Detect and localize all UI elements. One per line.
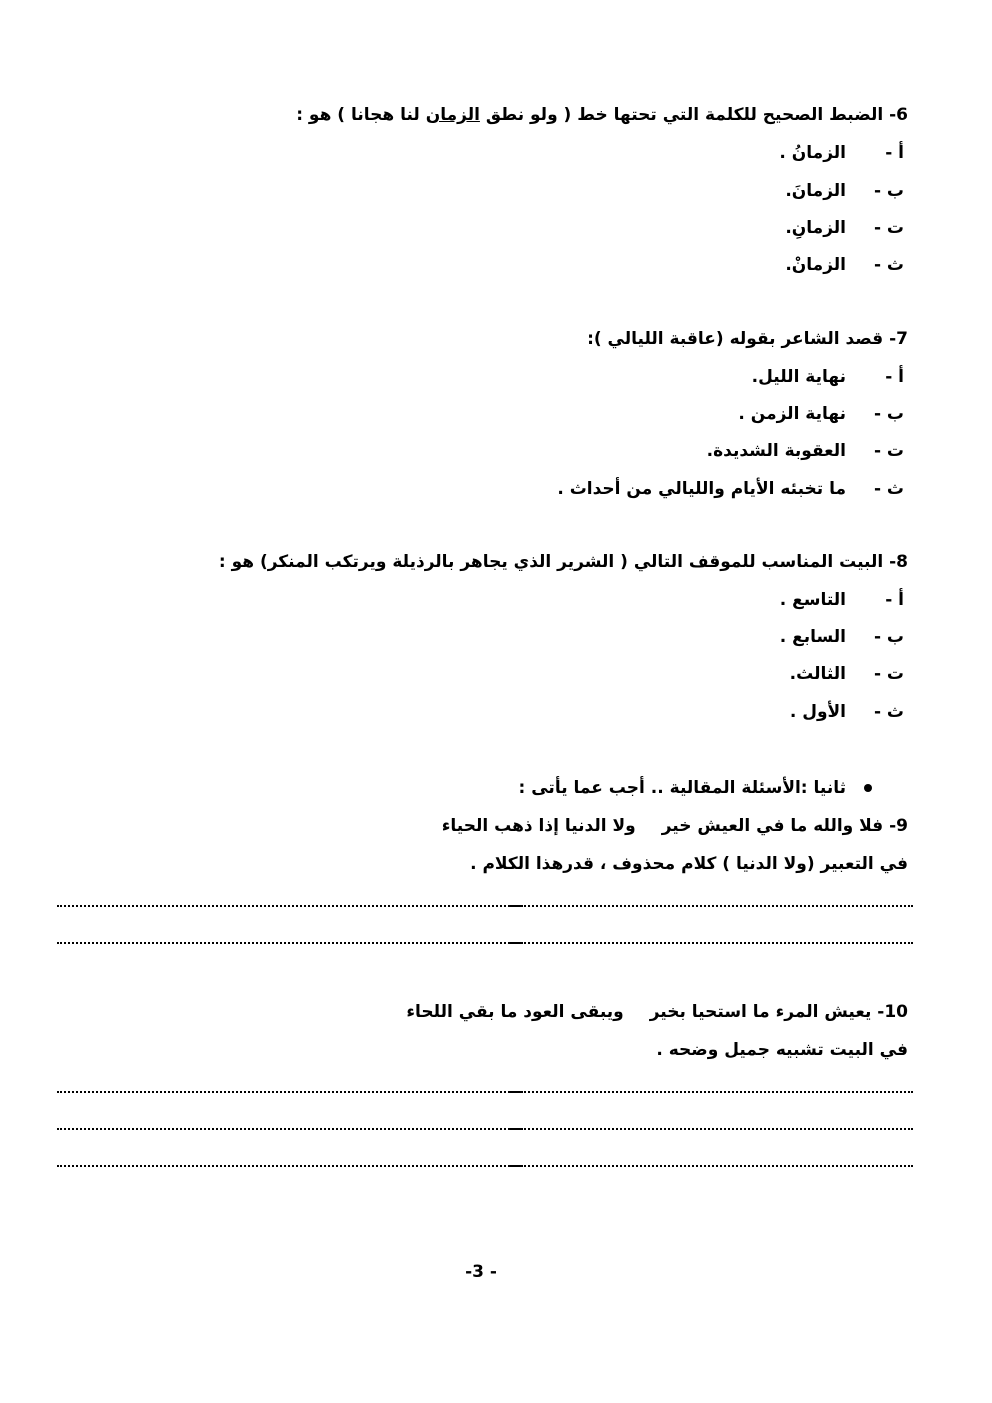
option-letter: ث -: [873, 255, 904, 275]
option-text: الثالث.: [789, 664, 846, 684]
option-text: الزمانِ.: [785, 218, 846, 238]
option-text: الزمانَ.: [785, 181, 846, 201]
q8-option-b: [780, 625, 904, 649]
q9-question: في التعبير (ولا الدنيا ) كلام محذوف ، قدرهذا الكلام .: [470, 854, 908, 874]
q6-option-b: [785, 179, 904, 203]
answer-line[interactable]: [57, 940, 913, 944]
q6-option-c: [785, 216, 904, 240]
option-text: الزمانْ.: [785, 255, 846, 275]
option-letter: أ -: [885, 367, 904, 387]
option-text: نهاية الزمن .: [738, 404, 846, 424]
q6-option-d: [785, 253, 904, 277]
q10-verse: [406, 1000, 908, 1024]
q6-stem-underlined-word: الزمان: [425, 105, 480, 125]
page-number: -3 -: [465, 1262, 497, 1282]
q8-stem: 8- البيت المناسب للموقف التالي ( الشرير الذي يجاهر بالرذيلة ويرتكب المنكر) هو :: [218, 552, 908, 572]
q6-stem: [296, 103, 908, 127]
option-text: الأول .: [789, 702, 846, 722]
q10-question: في البيت تشبيه جميل وضحه .: [656, 1040, 908, 1060]
option-text: نهاية الليل.: [751, 367, 846, 387]
option-letter: ت -: [873, 218, 904, 238]
q9-verse: [442, 814, 908, 838]
option-letter: ت -: [873, 664, 904, 684]
option-text: ما تخبئه الأيام والليالي من أحداث .: [557, 479, 846, 499]
q10-verse-first: 10- يعيش المرء ما استحيا بخير: [649, 1002, 908, 1022]
option-text: السابع .: [779, 627, 846, 647]
option-text: العقوبة الشديدة.: [706, 441, 846, 461]
q7-option-c: [707, 439, 904, 463]
q9-verse-second: ولا الدنيا إذا ذهب الحياء: [441, 816, 636, 836]
q7-option-a: [752, 365, 904, 389]
q10-verse-second: ويبقى العود ما بقي اللحاء: [406, 1002, 624, 1022]
option-letter: ب -: [873, 627, 904, 647]
q7-stem: 7- قصد الشاعر بقوله (عاقبة الليالي ):: [587, 329, 908, 349]
q7-option-b: [738, 402, 904, 426]
option-letter: ب -: [873, 404, 904, 424]
answer-line[interactable]: [57, 1089, 913, 1093]
q8-option-a: [780, 588, 904, 612]
answer-line[interactable]: [57, 1126, 913, 1130]
q8-option-c: [790, 662, 904, 686]
bullet-icon: [864, 784, 872, 792]
q6-stem-after: لنا هجانا ) هو :: [296, 105, 426, 125]
answer-line[interactable]: [57, 1163, 913, 1167]
option-letter: ت -: [873, 441, 904, 461]
section2-heading: [519, 776, 872, 800]
option-letter: ث -: [873, 479, 904, 499]
q8-option-d: [790, 700, 904, 724]
q7-option-d: [557, 477, 904, 501]
q6-option-a: [779, 141, 904, 165]
answer-line[interactable]: [57, 903, 913, 907]
q9-verse-first: 9- فلا والله ما في العيش خير: [661, 816, 908, 836]
option-letter: ب -: [873, 181, 904, 201]
q6-stem-before: 6- الضبط الصحيح للكلمة التي تحتها خط ( ولو نطق: [479, 105, 908, 125]
option-text: الزمانُ .: [779, 143, 846, 163]
option-letter: أ -: [885, 590, 904, 610]
option-text: التاسع .: [779, 590, 846, 610]
section2-heading-text: ثانيا :الأسئلة المقالية .. أجب عما يأتى :: [518, 778, 846, 798]
option-letter: ث -: [873, 702, 904, 722]
option-letter: أ -: [885, 143, 904, 163]
